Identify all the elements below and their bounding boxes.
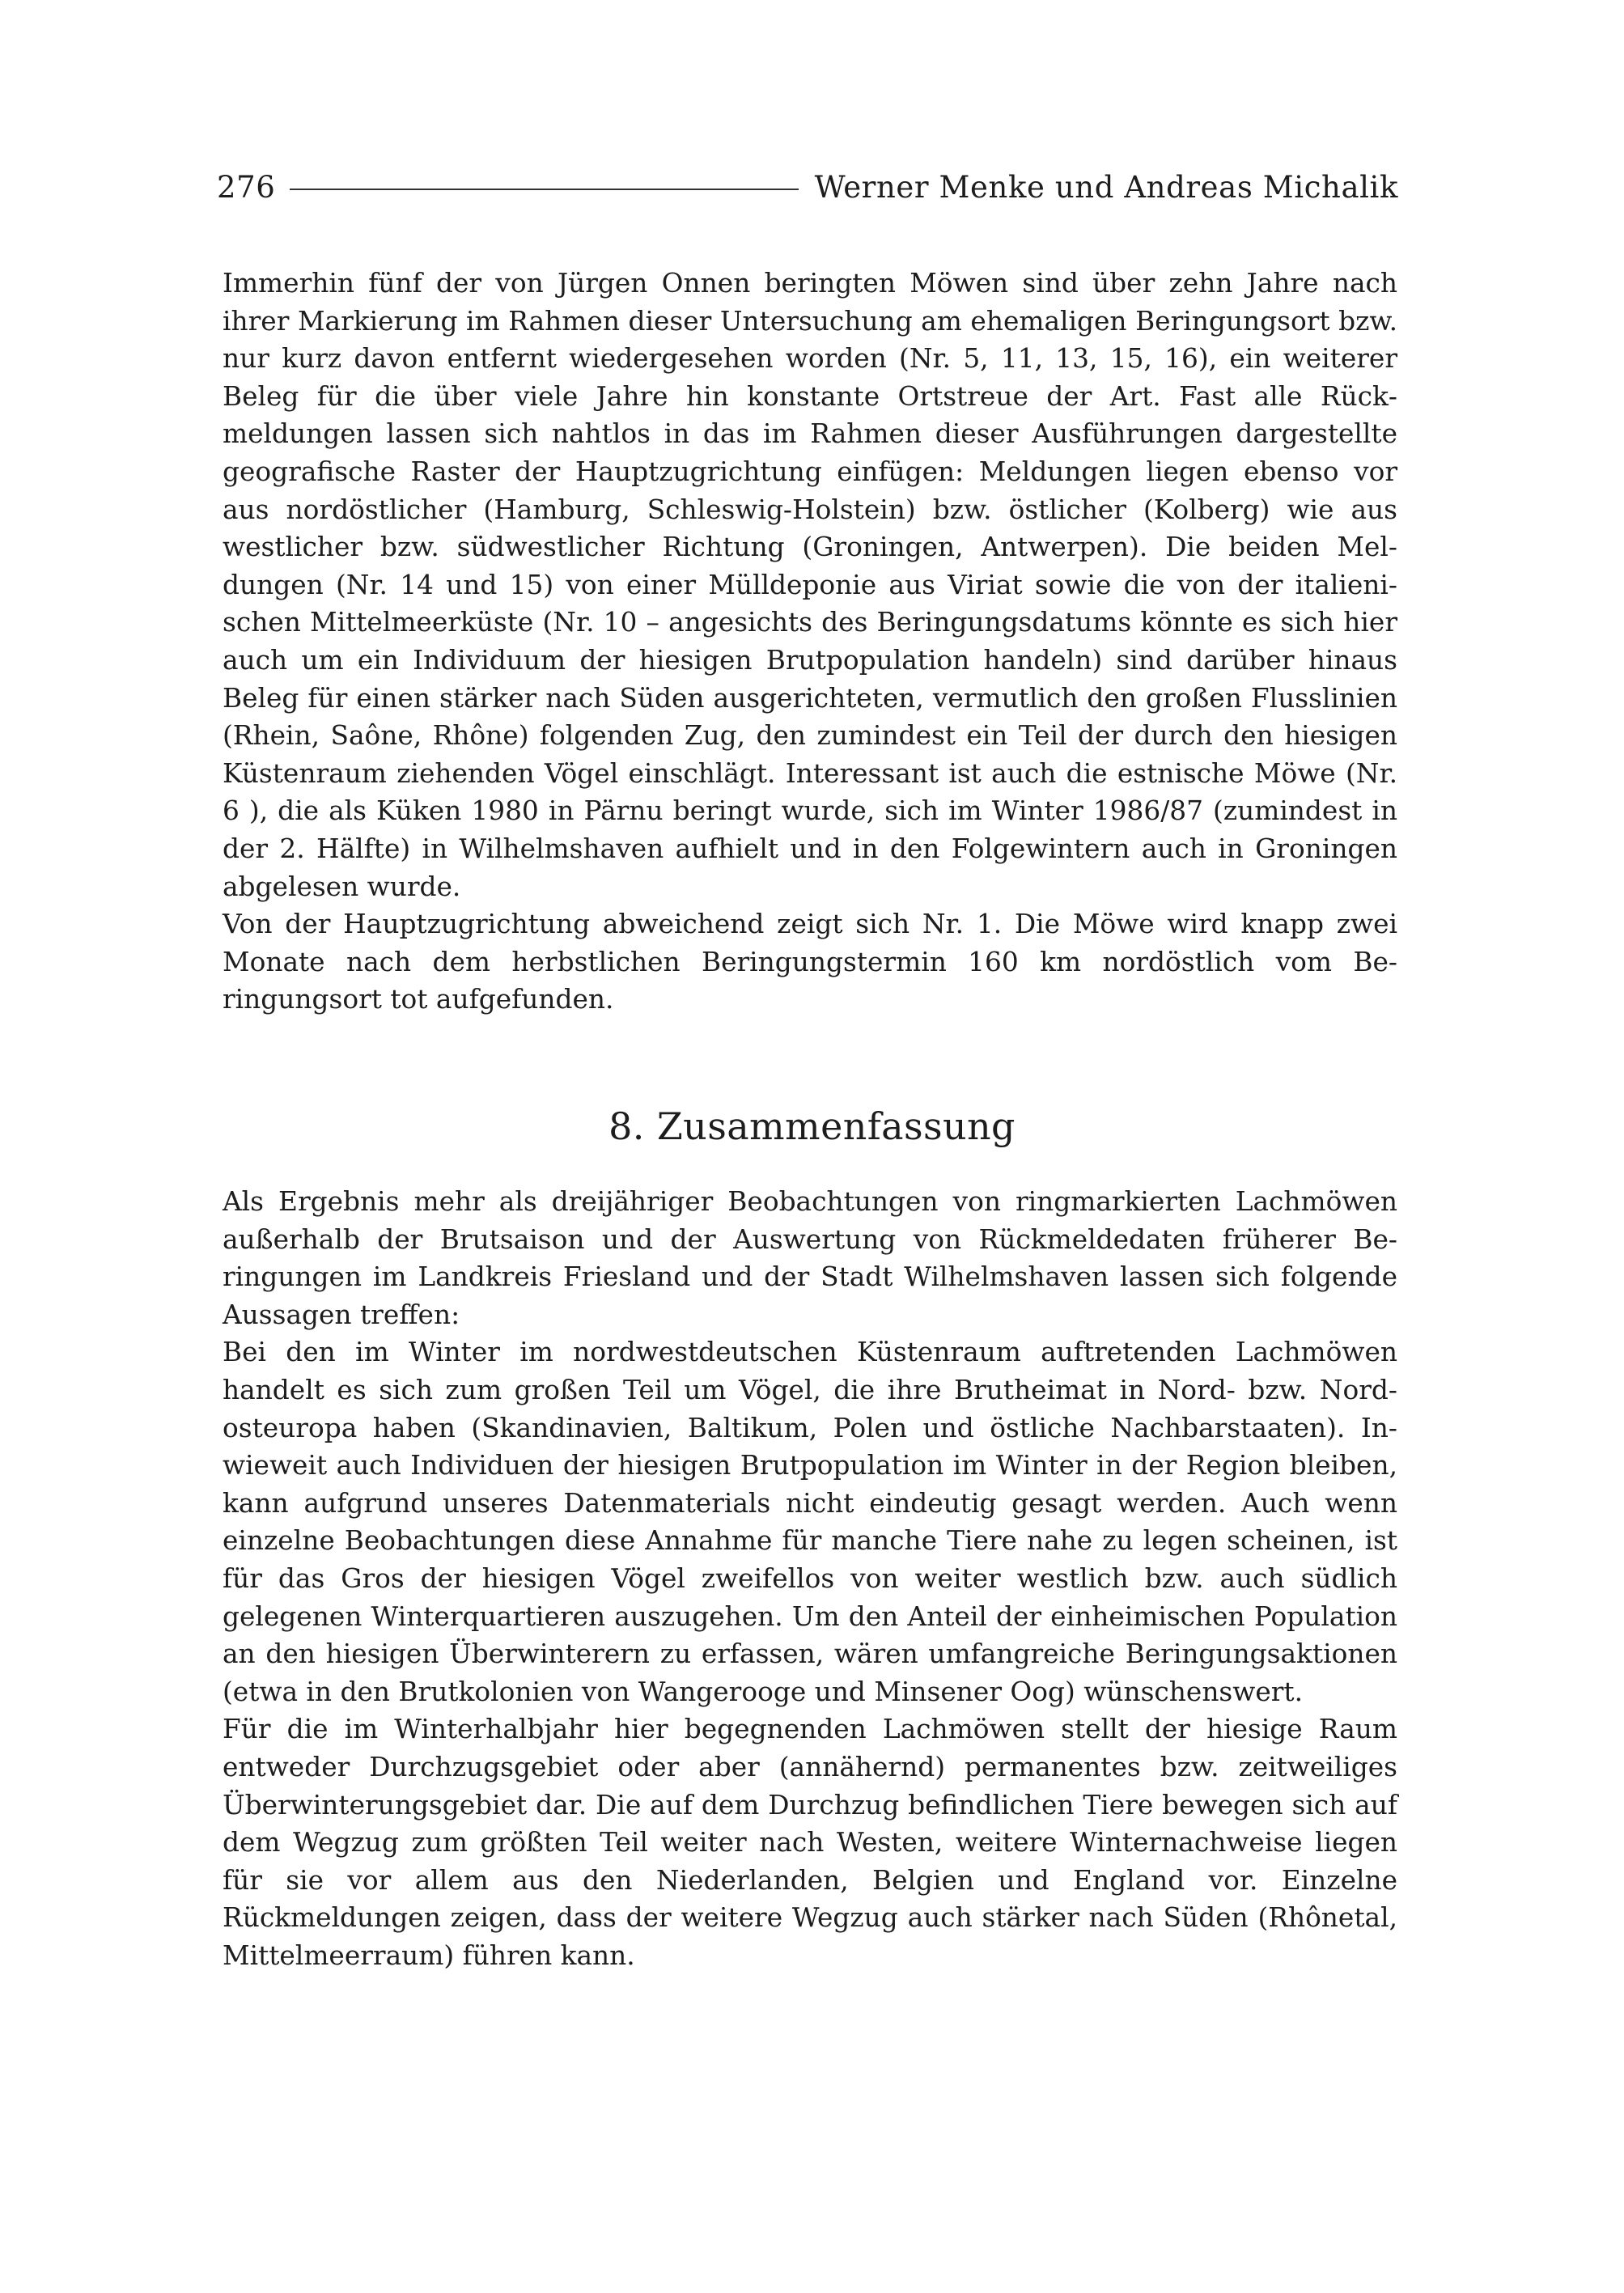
- body-paragraph: Für die im Winterhalbjahr hier begegnenden Lachmöwen stellt der hiesige Raum entweder Durchzugsgebiet oder aber (annähernd) permanentes bzw. zeitweiliges Überwinterungsgebiet dar. Die auf dem Durchzug befindlichen Tiere bewegen sich auf dem Wegzug zum größten Teil weiter nach Westen, weitere Winternachweise liegen für sie vor allem aus den Niederlanden, Belgien und England vor. Einzelne Rückmeldungen zeigen, dass der weitere Wegzug auch stärker nach Süden (Rhônetal, Mittelmeerraum) führen kann.: [223, 1714, 1397, 1971]
- body-paragraph: Von der Hauptzugrichtung abweichend zeigt sich Nr. 1. Die Möwe wird knapp zwei Monate nach dem herbstlichen Beringungstermin 160 km nordöstlich vom Beringungsort tot aufgefunden.: [223, 909, 1397, 1015]
- header-rule: [290, 189, 798, 190]
- page-number: 276: [217, 169, 276, 205]
- body-paragraph: Bei den im Winter im nordwestdeutschen Küstenraum auftretenden Lachmöwen handelt es sich zum großen Teil um Vögel, die ihre Brutheimat in Nord- bzw. Nordosteuropa haben (Skandinavien, Baltikum, Polen und östliche Nachbarstaaten). Inwieweit auch Individuen der hiesigen Brutpopulation im Winter in der Region bleiben, kann aufgrund unseres Datenmaterials nicht eindeutig gesagt werden. Auch wenn einzelne Beobachtungen diese Annahme für manche Tiere nahe zu legen scheinen, ist für das Gros der hiesigen Vögel zweifellos von weiter westlich bzw. auch südlich gelegenen Winterquartieren auszugehen. Um den Anteil der einheimischen Population an den hiesigen Überwinterern zu erfassen, wären umfangreiche Beringungsaktionen (etwa in den Brutkolonien von Wangerooge und Minsener Oog) wünschenswert.: [223, 1337, 1397, 1707]
- running-header-authors: Werner Menke und Andreas Michalik: [814, 169, 1398, 205]
- running-header: [217, 165, 1398, 209]
- ring-recoveries-discussion: [223, 265, 1397, 1019]
- body-paragraph: Immerhin fünf der von Jürgen Onnen beringten Möwen sind über zehn Jahre nach ihrer Markierung im Rahmen dieser Untersuchung am ehemaligen Beringungsort bzw. nur kurz davon entfernt wiedergesehen worden (Nr. 5, 11, 13, 15, 16), ein weiterer Beleg für die über viele Jahre hin konstante Ortstreue der Art. Fast alle Rückmeldungen lassen sich nahtlos in das im Rahmen dieser Ausführungen dargestellte geografische Raster der Hauptzugrichtung einfügen: Meldungen liegen ebenso vor aus nordöstlicher (Hamburg, Schleswig-Holstein) bzw. östlicher (Kolberg) wie aus westlicher bzw. südwestlicher Richtung (Groningen, Antwerpen). Die beiden Meldungen (Nr. 14 und 15) von einer Mülldeponie aus Viriat sowie die von der italienischen Mittelmeerküste (Nr. 10 – angesichts des Beringungsdatums könnte es sich hier auch um ein Individuum der hiesigen Brutpopulation handeln) sind darüber hinaus Beleg für einen stärker nach Süden ausgerichteten, vermutlich den großen Flusslinien (Rhein, Saône, Rhône) folgenden Zug, den zumindest ein Teil der durch den hiesigen Küstenraum ziehenden Vögel einschlägt. Interessant ist auch die estnische Möwe (Nr. 6 ), die als Küken 1980 in Pärnu beringt wurde, sich im Winter 1986/87 (zumindest in der 2. Hälfte) in Wilhelmshaven aufhielt und in den Folgewintern auch in Groningen abgelesen wurde.: [223, 268, 1397, 902]
- summary-section: [223, 1183, 1397, 1974]
- body-paragraph: Als Ergebnis mehr als dreijähriger Beobachtungen von ringmarkierten Lachmöwen außerhalb der Brutsaison und der Auswertung von Rückmeldedaten früherer Beringungen im Landkreis Friesland und der Stadt Wilhelmshaven lassen sich folgende Aussagen treffen:: [223, 1186, 1397, 1330]
- section-heading: 8. Zusammenfassung: [608, 1104, 1016, 1148]
